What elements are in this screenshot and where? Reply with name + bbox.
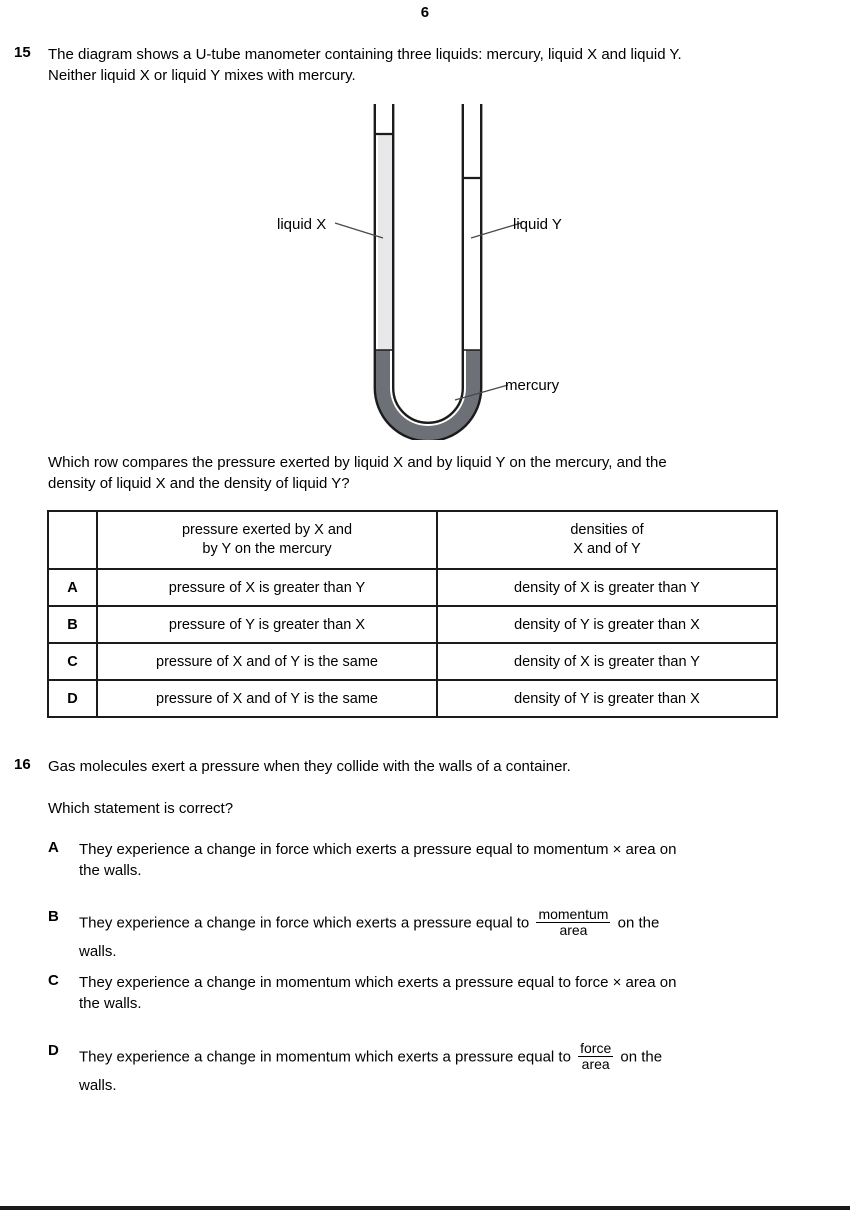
option-b-fraction-denominator: area <box>559 922 588 939</box>
table-row[interactable] <box>48 680 777 717</box>
option-d-fraction <box>578 1041 613 1072</box>
table-row[interactable] <box>48 569 777 606</box>
table-row[interactable] <box>48 606 777 643</box>
option-d-fraction-numerator: force <box>580 1040 612 1056</box>
option-d-line1[interactable] <box>79 1042 844 1073</box>
row-letter: A <box>48 569 97 606</box>
header-pressure-cell <box>97 511 437 569</box>
question-16-stem: Gas molecules exert a pressure when they collide with the walls of a container. <box>48 758 571 775</box>
option-c-line1[interactable]: They experience a change in momentum which exerts a pressure equal to force × area on <box>79 974 677 991</box>
u-tube-manometer-diagram <box>255 95 600 440</box>
page-number: 6 <box>420 4 430 21</box>
question-15-stem-line1: The diagram shows a U-tube manometer containing three liquids: mercury, liquid X and liquid Y. <box>48 46 682 63</box>
option-c-letter: C <box>48 972 59 989</box>
question-15-prompt-line2: density of liquid X and the density of liquid Y? <box>48 475 350 492</box>
question-15-stem-line2: Neither liquid X or liquid Y mixes with mercury. <box>48 67 356 84</box>
question-15-answer-table <box>47 510 778 718</box>
row-pressure: pressure of X and of Y is the same <box>97 643 437 680</box>
header-letter-cell <box>48 511 97 569</box>
header-density-cell <box>437 511 777 569</box>
row-density: density of Y is greater than X <box>437 680 777 717</box>
option-a-line2[interactable]: the walls. <box>79 862 142 879</box>
row-pressure: pressure of Y is greater than X <box>97 606 437 643</box>
option-d-pre-text: They experience a change in momentum which exerts a pressure equal to <box>79 1048 571 1066</box>
option-c-line2[interactable]: the walls. <box>79 995 142 1012</box>
option-b-pre-text: They experience a change in force which exerts a pressure equal to <box>79 914 530 932</box>
row-density: density of X is greater than Y <box>437 643 777 680</box>
table-header-row <box>48 511 777 569</box>
liquid-y-fill <box>463 178 479 351</box>
page-bottom-margin <box>0 1210 850 1215</box>
row-letter: C <box>48 643 97 680</box>
option-b-line1[interactable] <box>79 908 844 939</box>
option-b-letter: B <box>48 908 59 925</box>
question-16-prompt: Which statement is correct? <box>48 800 234 817</box>
option-b-fraction-numerator: momentum <box>538 906 609 922</box>
header-density-line2: X and of Y <box>573 541 641 557</box>
question-15-prompt-line1: Which row compares the pressure exerted by liquid X and by liquid Y on the mercury, and the <box>48 454 667 471</box>
row-pressure: pressure of X is greater than Y <box>97 569 437 606</box>
question-15-number: 15 <box>14 44 31 61</box>
liquid-x-fill <box>378 134 394 351</box>
row-letter: B <box>48 606 97 643</box>
row-density: density of X is greater than Y <box>437 569 777 606</box>
option-d-post-text: on the <box>620 1048 663 1066</box>
liquid-y-label: liquid Y <box>513 216 562 233</box>
option-b-post-text: on the <box>617 914 660 932</box>
row-letter: D <box>48 680 97 717</box>
row-density: density of Y is greater than X <box>437 606 777 643</box>
row-pressure: pressure of X and of Y is the same <box>97 680 437 717</box>
option-b-line2[interactable]: walls. <box>79 943 117 960</box>
option-d-letter: D <box>48 1042 59 1059</box>
liquid-x-label: liquid X <box>277 216 327 233</box>
header-pressure-line2: by Y on the mercury <box>202 541 332 557</box>
header-pressure-line1: pressure exerted by X and <box>181 522 353 538</box>
table-row[interactable] <box>48 643 777 680</box>
option-d-fraction-denominator: area <box>581 1056 610 1073</box>
question-16-number: 16 <box>14 756 31 773</box>
option-a-letter: A <box>48 839 59 856</box>
option-a-line1[interactable]: They experience a change in force which exerts a pressure equal to momentum × area on <box>79 841 677 858</box>
option-b-fraction <box>536 907 610 938</box>
option-d-line2[interactable]: walls. <box>79 1077 117 1094</box>
mercury-label: mercury <box>505 377 560 394</box>
header-density-line1: densities of <box>570 522 644 538</box>
